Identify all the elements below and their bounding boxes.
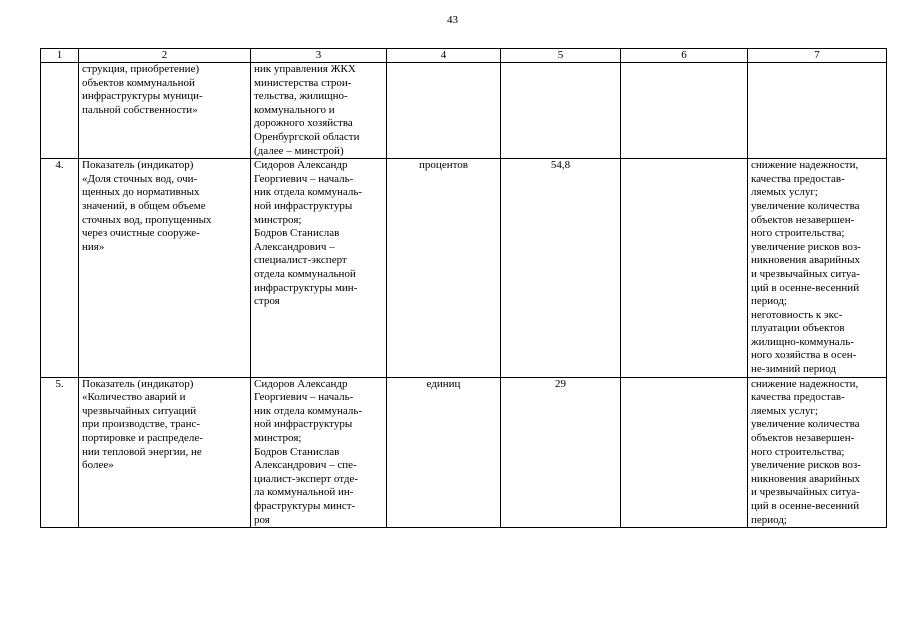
risks-cell [748,377,887,528]
indicator-name-cell-line: струкция, приобретение) [82,63,200,75]
responsible-cell [251,63,387,159]
risks-cell-line: и чрезвычайных ситуа- [751,267,860,280]
indicator-name-cell-line: Показатель (индикатор) [82,377,194,390]
column-6-cell [621,159,748,378]
table-row [41,377,887,528]
responsible-cell-line: циалист-эксперт отде- [254,472,358,485]
risks-cell-line: никновения аварийных [751,472,860,485]
indicator-name-cell-line: нии тепловой энергии, не [82,445,202,458]
indicator-name-cell-line: объектов коммунальной [82,76,195,89]
indicator-name-cell-line: «Количество аварий и [82,391,186,404]
responsible-cell-line: инфраструктуры мин- [254,281,358,294]
risks-cell-line: объектов незавершен- [751,432,855,445]
page-number: 43 [447,14,458,26]
row-number-cell [41,63,79,159]
indicator-name-cell [79,159,251,378]
risks-cell-line: ляемых услуг; [751,404,818,417]
indicator-name-cell-line: «Доля сточных вод, очи- [82,172,198,185]
unit-cell-text: процентов [419,159,468,172]
responsible-cell-line: Александрович – спе- [254,459,357,472]
risks-cell [748,159,887,378]
indicator-table [40,48,887,528]
row-number-cell [41,159,79,378]
responsible-cell-line: фраструктуры минст- [254,500,356,512]
indicator-name-cell-line: портировке и распределе- [82,432,203,445]
responsible-cell-line: Сидоров Александр [254,159,348,172]
indicator-name-cell [79,377,251,528]
risks-cell-line: увеличение количества [751,418,860,431]
value-cell-text: 54,8 [550,159,571,172]
unit-cell [387,159,501,378]
risks-cell-line: объектов незавершен- [751,213,855,226]
indicator-name-cell-line: чрезвычайных ситуаций [82,404,197,417]
risks-cell-line: период; [751,295,787,308]
responsible-cell-line: Оренбургской области [254,130,360,143]
value-cell-text: 29 [555,377,566,390]
risks-cell-line: плуатации объектов [751,322,845,335]
responsible-cell-line: Александрович – [254,240,335,253]
risks-cell-line: увеличение рисков воз- [751,240,861,253]
risks-cell-line: ного строительства; [751,445,845,458]
responsible-cell-line: министерства строи- [254,76,352,89]
value-cell [501,63,621,159]
table-row [41,159,887,378]
responsible-cell-line: Бодров Станислав [254,445,340,458]
indicator-name-cell-line: сточных вод, пропущенных [82,213,212,226]
responsible-cell-line: тельства, жилищно- [254,90,348,103]
responsible-cell-line: ник отдела коммуналь- [254,186,363,199]
responsible-cell-line: роя [254,513,270,526]
risks-cell-line: никновения аварийных [751,254,860,267]
header-cell-5: 5 [501,49,621,63]
responsible-cell-line: минстроя; [254,432,302,445]
column-6-cell [621,63,748,159]
responsible-cell [251,377,387,528]
responsible-cell-line: Георгиевич – началь- [254,391,354,404]
header-cell-4: 4 [387,49,501,63]
header-cell-7: 7 [748,49,887,63]
row-number-cell-text: 5. [55,377,64,390]
responsible-cell-line: ной инфраструктуры [254,418,353,431]
responsible-cell-line: строя [254,295,280,308]
risks-cell-line: период; [751,513,787,526]
risks-cell-line: жилищно-коммуналь- [751,335,854,348]
risks-cell-line: снижение надежности, [751,159,859,172]
indicator-name-cell-line: Показатель (индикатор) [82,159,194,172]
indicator-name-cell [79,63,251,159]
indicator-name-cell-line: ния» [82,240,105,253]
unit-cell [387,377,501,528]
risks-cell [748,63,887,159]
risks-cell-line: качества предостав- [751,391,845,404]
unit-cell [387,63,501,159]
risks-cell-line: ций в осенне-весенний [751,281,860,294]
risks-cell-line: ного хозяйства в осен- [751,349,857,362]
row-number-cell [41,377,79,528]
responsible-cell-line: отдела коммунальной [254,267,356,280]
indicator-name-cell-line: через очистные сооруже- [82,227,200,240]
responsible-cell-line: специалист-эксперт [254,254,347,267]
responsible-cell-line: минстроя; [254,213,302,226]
risks-cell-line: снижение надежности, [751,377,859,390]
responsible-cell-line: дорожного хозяйства [254,117,353,130]
header-row [41,49,887,63]
indicator-name-cell-line: инфраструктуры муници- [82,90,203,103]
responsible-cell [251,159,387,378]
risks-cell-line: не-зимний период [751,363,836,376]
header-cell-6: 6 [621,49,748,63]
responsible-cell-line: (далее – минстрой) [254,144,344,157]
responsible-cell-line: ник управления ЖКХ [254,63,356,75]
responsible-cell-line: ла коммунальной ин- [254,486,354,499]
risks-cell-line: ций в осенне-весенний [751,500,860,512]
responsible-cell-line: Бодров Станислав [254,227,340,240]
unit-cell-text: единиц [426,377,461,390]
risks-cell-line: и чрезвычайных ситуа- [751,486,860,499]
column-6-cell [621,377,748,528]
risks-cell-line: увеличение рисков воз- [751,459,861,472]
value-cell [501,159,621,378]
responsible-cell-line: Георгиевич – началь- [254,172,354,185]
header-cell-3: 3 [251,49,387,63]
risks-cell-line: качества предостав- [751,172,845,185]
indicator-name-cell-line: при производстве, транс- [82,418,200,431]
responsible-cell-line: коммунального и [254,103,335,116]
indicator-name-cell-line: более» [82,459,114,472]
row-number-cell-text: 4. [55,159,64,172]
indicator-name-cell-line: щенных до нормативных [82,186,200,199]
risks-cell-line: неготовность к экс- [751,308,843,321]
indicator-name-cell-line: значений, в общем объеме [82,199,206,212]
indicator-name-cell-line: пальной собственности» [82,103,198,116]
responsible-cell-line: ник отдела коммуналь- [254,404,363,417]
header-cell-1: 1 [41,49,79,63]
responsible-cell-line: ной инфраструктуры [254,199,353,212]
value-cell [501,377,621,528]
risks-cell-line: ного строительства; [751,227,845,240]
table-row [41,63,887,159]
responsible-cell-line: Сидоров Александр [254,377,348,390]
risks-cell-line: ляемых услуг; [751,186,818,199]
header-cell-2: 2 [79,49,251,63]
risks-cell-line: увеличение количества [751,199,860,212]
